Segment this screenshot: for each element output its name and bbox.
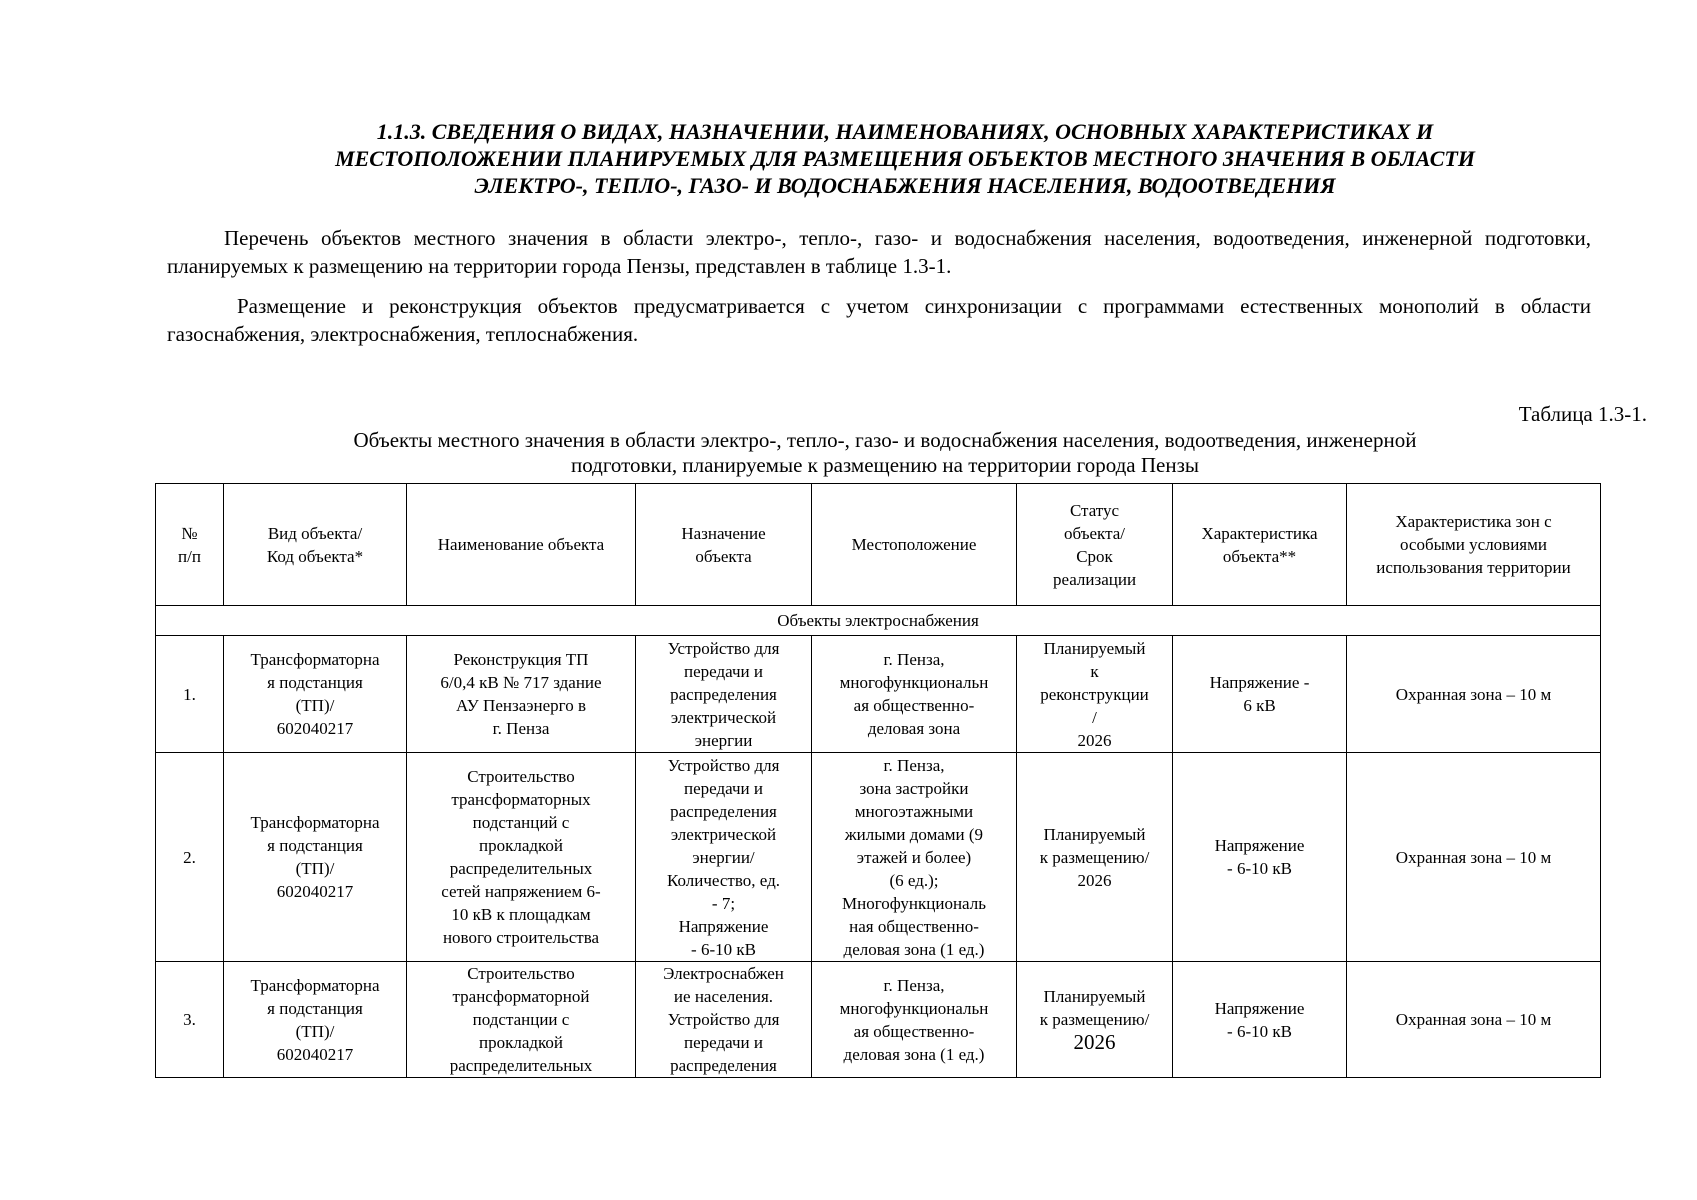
- table-row: [156, 753, 1601, 962]
- header-type: Вид объекта/ Код объекта*: [224, 484, 407, 606]
- row-status: Планируемый к размещению/ 2026: [1017, 753, 1173, 962]
- row-num: 3.: [156, 962, 224, 1078]
- row-type: Трансформаторна я подстанция (ТП)/ 602040217: [224, 962, 407, 1078]
- row-zones: Охранная зона – 10 м: [1347, 753, 1601, 962]
- row-characteristic: Напряжение - 6 кВ: [1173, 636, 1347, 753]
- header-num: № п/п: [156, 484, 224, 606]
- row-status: [1017, 962, 1173, 1078]
- header-location: Местоположение: [812, 484, 1017, 606]
- row-status-text: Планируемый к размещению/: [1039, 987, 1150, 1029]
- header-name: Наименование объекта: [407, 484, 636, 606]
- header-status: Статус объекта/ Срок реализации: [1017, 484, 1173, 606]
- table-row: [156, 962, 1601, 1078]
- row-purpose: Устройство для передачи и распределения электрической энергии/ Количество, ед. - 7; Напряжение - 6-10 кВ: [636, 753, 812, 962]
- row-name: Строительство трансформаторных подстанций с прокладкой распределительных сетей напряжением 6- 10 кВ к площадкам нового строительства: [407, 753, 636, 962]
- row-purpose: Электроснабжен ие населения. Устройство для передачи и распределения: [636, 962, 812, 1078]
- heading-line-1: 1.1.3. СВЕДЕНИЯ О ВИДАХ, НАЗНАЧЕНИИ, НАИМЕНОВАНИЯХ, ОСНОВНЫХ ХАРАКТЕРИСТИКАХ И: [376, 119, 1434, 144]
- table-number: Таблица 1.3-1.: [1518, 402, 1647, 426]
- row-characteristic: Напряжение - 6-10 кВ: [1173, 753, 1347, 962]
- heading-line-2: МЕСТОПОЛОЖЕНИИ ПЛАНИРУЕМЫХ ДЛЯ РАЗМЕЩЕНИЯ ОБЪЕКТОВ МЕСТНОГО ЗНАЧЕНИЯ В ОБЛАСТИ: [335, 146, 1475, 171]
- intro-paragraph: Перечень объектов местного значения в области электро-, тепло-, газо- и водоснабжения населения, водоотведения, инженерной подготовки, планируемых к размещению на территории города Пензы, представлен в таблице 1.3-1.: [167, 226, 1591, 278]
- row-location: г. Пенза, многофункциональн ая общественно- деловая зона: [812, 636, 1017, 753]
- row-num: 2.: [156, 753, 224, 962]
- heading-line-3: ЭЛЕКТРО-, ТЕПЛО-, ГАЗО- И ВОДОСНАБЖЕНИЯ НАСЕЛЕНИЯ, ВОДООТВЕДЕНИЯ: [474, 173, 1336, 198]
- table-header-row: [156, 484, 1601, 606]
- header-zones: Характеристика зон с особыми условиями использования территории: [1347, 484, 1601, 606]
- objects-table: [155, 483, 1601, 1078]
- section-heading: [255, 118, 1555, 199]
- row-num: 1.: [156, 636, 224, 753]
- row-status: Планируемый к реконструкции / 2026: [1017, 636, 1173, 753]
- row-purpose: Устройство для передачи и распределения электрической энергии: [636, 636, 812, 753]
- header-characteristic: Характеристика объекта**: [1173, 484, 1347, 606]
- row-type: Трансформаторна я подстанция (ТП)/ 602040217: [224, 636, 407, 753]
- table-title-line-1: Объекты местного значения в области электро-, тепло-, газо- и водоснабжения населения, водоотведения, инженерной: [353, 428, 1417, 452]
- section-row: [156, 606, 1601, 636]
- reconstruction-paragraph: Размещение и реконструкция объектов предусматривается с учетом синхронизации с программами естественных монополий в области газоснабжения, электроснабжения, теплоснабжения.: [167, 294, 1591, 346]
- table-title-line-2: подготовки, планируемые к размещению на территории города Пензы: [571, 453, 1199, 477]
- row-status-year: 2026: [1073, 1030, 1116, 1054]
- row-name: Реконструкция ТП 6/0,4 кВ № 717 здание АУ Пензаэнерго в г. Пенза: [407, 636, 636, 753]
- row-location: г. Пенза, многофункциональн ая общественно- деловая зона (1 ед.): [812, 962, 1017, 1078]
- section-label: Объекты электроснабжения: [156, 606, 1601, 636]
- row-name: Строительство трансформаторной подстанции с прокладкой распределительных: [407, 962, 636, 1078]
- row-characteristic: Напряжение - 6-10 кВ: [1173, 962, 1347, 1078]
- table-row: [156, 636, 1601, 753]
- row-zones: Охранная зона – 10 м: [1347, 636, 1601, 753]
- row-type: Трансформаторна я подстанция (ТП)/ 602040217: [224, 753, 407, 962]
- row-location: г. Пенза, зона застройки многоэтажными жилыми домами (9 этажей и более) (6 ед.); Многофункциональ ная общественно- деловая зона (1 ед.): [812, 753, 1017, 962]
- table-title: [155, 428, 1615, 478]
- row-zones: Охранная зона – 10 м: [1347, 962, 1601, 1078]
- header-purpose: Назначение объекта: [636, 484, 812, 606]
